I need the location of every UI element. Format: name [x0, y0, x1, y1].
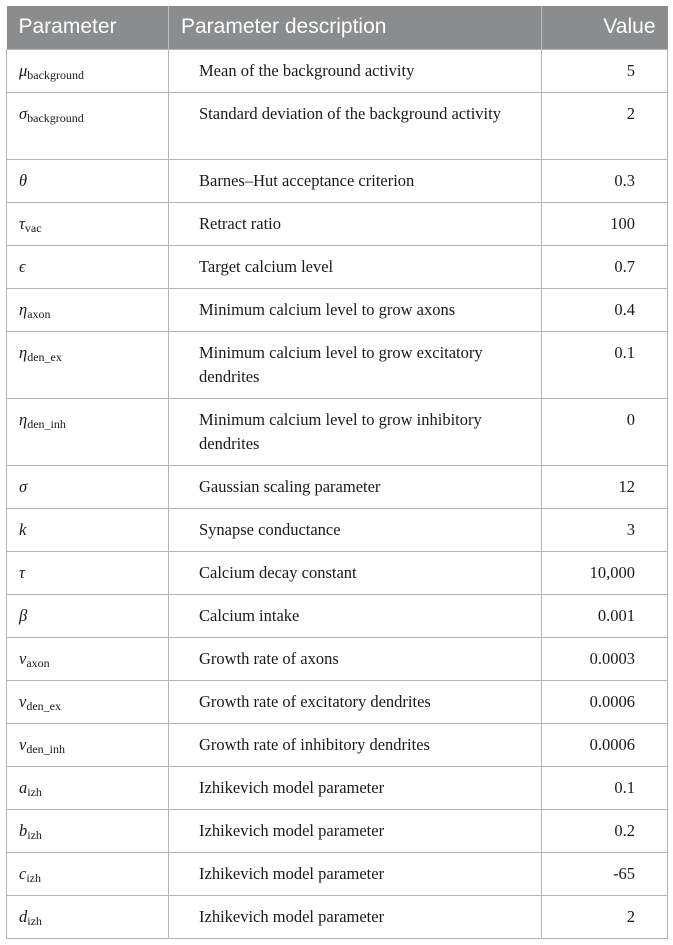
- table-row: [7, 766, 668, 809]
- table-row: [7, 398, 668, 465]
- table-row: [7, 508, 668, 551]
- table-row: [7, 202, 668, 245]
- header-parameter: Parameter: [7, 6, 169, 49]
- parameter-description: Retract ratio: [169, 202, 542, 245]
- table-row: [7, 288, 668, 331]
- parameter-symbol: $\tau_{vac}$: [7, 202, 169, 245]
- table-row: [7, 551, 668, 594]
- parameter-table: [6, 6, 668, 939]
- parameter-value: 0.001: [542, 594, 668, 637]
- parameter-symbol: $b_{izh}$: [7, 809, 169, 852]
- parameter-symbol: θ: [7, 159, 169, 202]
- parameter-symbol: $\nu_{den\_inh}$: [7, 723, 169, 766]
- parameter-symbol: $\nu_{den\_ex}$: [7, 680, 169, 723]
- table-row: [7, 465, 668, 508]
- parameter-symbol: $\eta_{axon}$: [7, 288, 169, 331]
- parameter-symbol: $\mu_{background}$: [7, 49, 169, 92]
- table-row: [7, 92, 668, 159]
- table-row: [7, 723, 668, 766]
- parameter-value: 0.0006: [542, 723, 668, 766]
- table-row: [7, 159, 668, 202]
- parameter-description: Minimum calcium level to grow inhibitory dendrites: [169, 398, 542, 465]
- parameter-value: 0.0003: [542, 637, 668, 680]
- parameter-description: Calcium decay constant: [169, 551, 542, 594]
- parameter-description: Izhikevich model parameter: [169, 766, 542, 809]
- parameter-value: 100: [542, 202, 668, 245]
- table-row: [7, 852, 668, 895]
- parameter-symbol: $a_{izh}$: [7, 766, 169, 809]
- parameter-description: Barnes–Hut acceptance criterion: [169, 159, 542, 202]
- parameter-value: 12: [542, 465, 668, 508]
- table-row: [7, 637, 668, 680]
- parameter-value: 0.3: [542, 159, 668, 202]
- parameter-description: Target calcium level: [169, 245, 542, 288]
- header-description: Parameter description: [169, 6, 542, 49]
- parameter-symbol: τ: [7, 551, 169, 594]
- parameter-symbol: $c_{izh}$: [7, 852, 169, 895]
- parameter-value: -65: [542, 852, 668, 895]
- table-row: [7, 680, 668, 723]
- parameter-description: Mean of the background activity: [169, 49, 542, 92]
- parameter-symbol: $\eta_{den\_ex}$: [7, 331, 169, 398]
- parameter-symbol: k: [7, 508, 169, 551]
- parameter-symbol: $\sigma_{background}$: [7, 92, 169, 159]
- parameter-symbol: ϵ: [7, 245, 169, 288]
- table-row: [7, 245, 668, 288]
- parameter-description: Izhikevich model parameter: [169, 852, 542, 895]
- parameter-description: Gaussian scaling parameter: [169, 465, 542, 508]
- parameter-description: Izhikevich model parameter: [169, 809, 542, 852]
- parameter-value: 2: [542, 895, 668, 938]
- parameter-description: Growth rate of inhibitory dendrites: [169, 723, 542, 766]
- table-row: [7, 809, 668, 852]
- parameter-symbol: σ: [7, 465, 169, 508]
- parameter-value: 5: [542, 49, 668, 92]
- parameter-value: 2: [542, 92, 668, 159]
- parameter-symbol: $\nu_{axon}$: [7, 637, 169, 680]
- header-value: Value: [542, 6, 668, 49]
- parameter-description: Calcium intake: [169, 594, 542, 637]
- parameter-description: Growth rate of axons: [169, 637, 542, 680]
- parameter-description: Growth rate of excitatory dendrites: [169, 680, 542, 723]
- table-row: [7, 49, 668, 92]
- parameter-description: Minimum calcium level to grow excitatory dendrites: [169, 331, 542, 398]
- parameter-value: 0.4: [542, 288, 668, 331]
- table-row: [7, 594, 668, 637]
- parameter-value: 3: [542, 508, 668, 551]
- parameter-value: 0.1: [542, 331, 668, 398]
- parameter-description: Standard deviation of the background activity: [169, 92, 542, 159]
- parameter-symbol: β: [7, 594, 169, 637]
- parameter-value: 0.2: [542, 809, 668, 852]
- parameter-description: Izhikevich model parameter: [169, 895, 542, 938]
- parameter-symbol: $d_{izh}$: [7, 895, 169, 938]
- parameter-value: 0.7: [542, 245, 668, 288]
- table-row: [7, 895, 668, 938]
- parameter-value: 10,000: [542, 551, 668, 594]
- parameter-description: Minimum calcium level to grow axons: [169, 288, 542, 331]
- header-row: [7, 6, 668, 49]
- table-row: [7, 331, 668, 398]
- parameter-value: 0.0006: [542, 680, 668, 723]
- parameter-description: Synapse conductance: [169, 508, 542, 551]
- parameter-value: 0.1: [542, 766, 668, 809]
- parameter-value: 0: [542, 398, 668, 465]
- parameter-symbol: $\eta_{den\_inh}$: [7, 398, 169, 465]
